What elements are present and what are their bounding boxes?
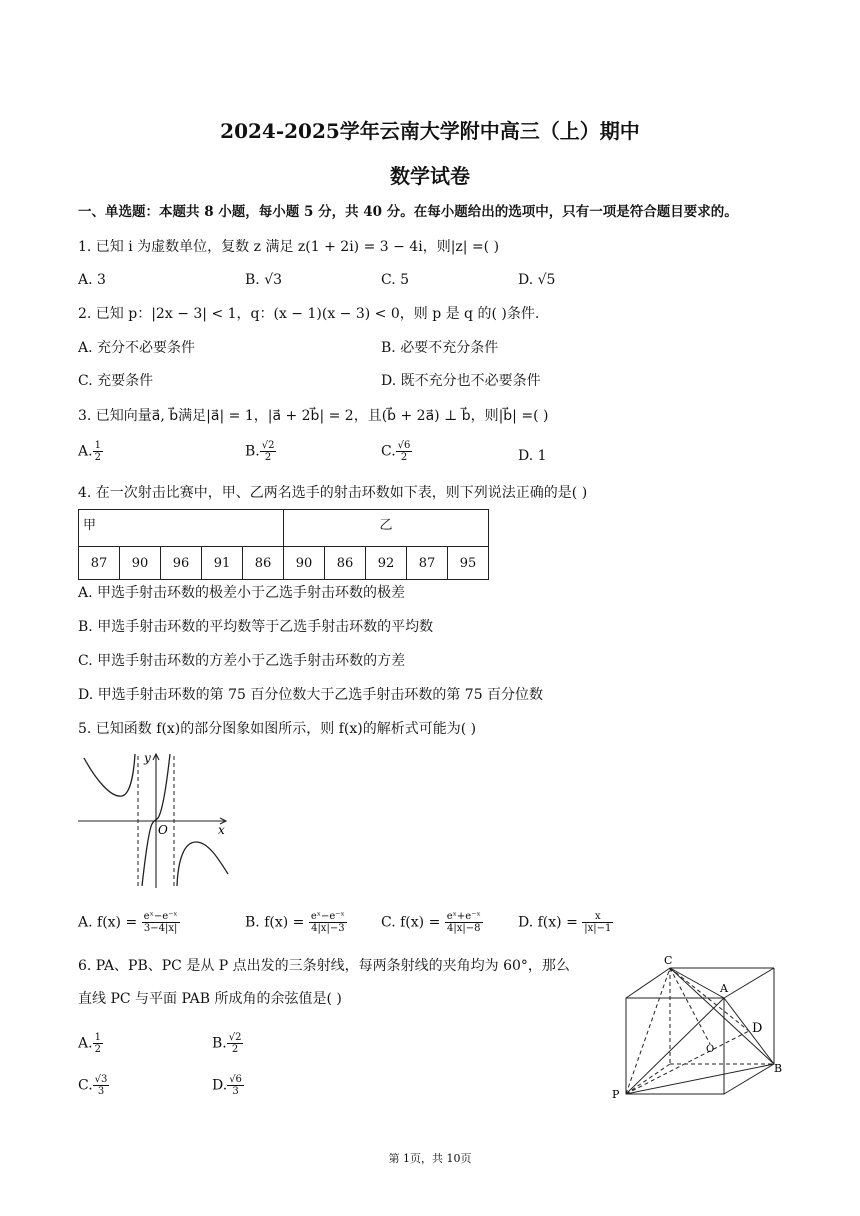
question-6-line-1: 6. PA、PB、PC 是从 P 点出发的三条射线，每两条射线的夹角均为 60°，那么 xyxy=(78,958,570,974)
q3-option-c xyxy=(381,440,412,463)
curve-left-branch xyxy=(84,754,135,796)
q3-option-b xyxy=(245,440,276,463)
question-1: 1. 已知 i 为虚数单位，复数 z 满足 z(1 + 2i) = 3 − 4i，则|z| =( ) xyxy=(78,239,500,255)
page-footer: 第 1页，共 10页 xyxy=(388,1152,472,1165)
denominator: 4|x|−8 xyxy=(447,923,481,934)
q6-option-c xyxy=(78,1074,109,1097)
vertex-label-A: A xyxy=(720,982,728,995)
q4-option-a: A. 甲选手射击环数的极差小于乙选手射击环数的极差 xyxy=(78,585,406,601)
question-3: 3. 已知向量a⃗, b⃗满足|a⃗| = 1，|a⃗ + 2b⃗| = 2，且(b⃗ + 2a⃗) ⊥ b⃗，则|b⃗| =( ) xyxy=(78,408,549,424)
fraction xyxy=(309,911,347,934)
denominator: 2 xyxy=(231,1044,239,1055)
table-header-row xyxy=(79,510,489,547)
fraction xyxy=(445,911,483,934)
function-graph xyxy=(76,750,234,890)
denominator: 2 xyxy=(94,452,101,463)
edge-PC xyxy=(626,968,670,1094)
numerator: √2 xyxy=(228,1032,242,1043)
q6-option-a xyxy=(78,1032,103,1055)
fraction xyxy=(93,440,103,463)
q2-option-a: A. 充分不必要条件 xyxy=(78,340,196,356)
numerator: √6 xyxy=(397,440,411,451)
numerator: √2 xyxy=(261,440,275,451)
q5-option-a xyxy=(78,911,180,934)
fraction xyxy=(93,1032,103,1055)
table-cell: 90 xyxy=(120,547,161,580)
q1-option-b: B. √3 xyxy=(245,272,283,288)
fraction xyxy=(227,1032,244,1055)
exam-title: 2024-2025学年云南大学附中高三（上）期中 xyxy=(220,119,640,143)
vertex-label-B: B xyxy=(774,1062,783,1075)
option-label: C. f(x) = xyxy=(381,914,441,931)
q2-option-b: B. 必要不充分条件 xyxy=(381,340,499,356)
numerator: eˣ+e⁻ˣ xyxy=(446,911,481,922)
option-label: B. f(x) = xyxy=(245,914,305,931)
numerator: √3 xyxy=(94,1074,108,1085)
q5-option-b xyxy=(245,911,347,934)
q4-option-b: B. 甲选手射击环数的平均数等于乙选手射击环数的平均数 xyxy=(78,619,434,635)
denominator: 4|x|−3 xyxy=(311,923,345,934)
table-cell: 90 xyxy=(284,547,325,580)
table-cell: 86 xyxy=(243,547,284,580)
option-label: B. xyxy=(245,443,260,460)
question-5: 5. 已知函数 f(x)的部分图象如图所示，则 f(x)的解析式可能为( ) xyxy=(78,721,477,737)
q1-option-d: D. √5 xyxy=(518,272,556,288)
numerator: 1 xyxy=(94,1032,101,1043)
q6-option-d xyxy=(212,1074,244,1097)
q1-option-c: C. 5 xyxy=(381,272,410,288)
y-axis-label: y xyxy=(144,751,151,765)
table-cell: 87 xyxy=(79,547,120,580)
table-cell: 95 xyxy=(448,547,489,580)
table-cell: 91 xyxy=(202,547,243,580)
table-header-yi: 乙 xyxy=(284,510,489,547)
section-heading: 一、单选题：本题共 8 小题，每小题 5 分，共 40 分。在每小题给出的选项中，只有一项是符合题目要求的。 xyxy=(78,204,738,220)
numerator: x xyxy=(582,911,613,923)
cube-edge-tl xyxy=(626,968,670,998)
question-6-line-2: 直线 PC 与平面 PAB 所成角的余弦值是( ) xyxy=(78,991,342,1007)
fraction xyxy=(227,1074,244,1097)
x-axis-label: x xyxy=(218,823,225,837)
fraction xyxy=(142,911,180,934)
point-label-O: O xyxy=(706,1044,715,1055)
table-header-jia: 甲 xyxy=(79,510,284,547)
denominator: 2 xyxy=(400,452,408,463)
fraction xyxy=(582,911,613,934)
point-label-D: D xyxy=(752,1021,763,1036)
q4-option-c: C. 甲选手射击环数的方差小于乙选手射击环数的方差 xyxy=(78,653,406,669)
numerator: eˣ−e⁻ˣ xyxy=(143,911,178,922)
option-label: C. xyxy=(381,443,396,460)
q5-option-c xyxy=(381,911,483,934)
numerator: eˣ−e⁻ˣ xyxy=(310,911,345,922)
curve-right-branch xyxy=(177,842,228,886)
numerator: √6 xyxy=(229,1074,242,1085)
q4-option-d: D. 甲选手射击环数的第 75 百分位数大于乙选手射击环数的第 75 百分位数 xyxy=(78,687,544,703)
option-label: D. f(x) = xyxy=(518,914,578,931)
table-cell: 86 xyxy=(325,547,366,580)
fraction xyxy=(260,440,277,463)
table-cell: 92 xyxy=(366,547,407,580)
option-label: D. xyxy=(212,1077,228,1094)
q1-option-a: A. 3 xyxy=(78,272,106,288)
option-label: A. xyxy=(78,443,93,460)
option-value: 1 xyxy=(537,448,547,464)
table-cell: 96 xyxy=(161,547,202,580)
q6-option-b xyxy=(212,1032,243,1055)
shooting-score-table xyxy=(78,509,489,580)
denominator: 2 xyxy=(94,1044,101,1055)
denominator: |x|−1 xyxy=(584,923,612,934)
cube-figure xyxy=(606,952,790,1100)
exam-subtitle: 数学试卷 xyxy=(390,164,470,188)
edge-PB xyxy=(626,1064,774,1094)
origin-label: O xyxy=(158,823,168,837)
fraction xyxy=(93,1074,110,1097)
option-label: C. xyxy=(78,1077,93,1094)
option-label: A. xyxy=(78,1035,93,1052)
vertex-label-P: P xyxy=(612,1088,620,1100)
q3-option-d xyxy=(518,447,547,465)
option-label: B. xyxy=(212,1035,227,1052)
denominator: 3 xyxy=(97,1086,105,1097)
vertex-label-C: C xyxy=(664,954,673,967)
option-label: A. f(x) = xyxy=(78,914,138,931)
q3-option-a xyxy=(78,440,103,463)
numerator: 1 xyxy=(94,440,101,451)
cube-edge-br xyxy=(724,1064,774,1094)
question-2: 2. 已知 p：|2x − 3| < 1，q：(x − 1)(x − 3) < 0，则 p 是 q 的( )条件. xyxy=(78,306,540,322)
q2-option-c: C. 充要条件 xyxy=(78,373,154,389)
segment-CD xyxy=(670,968,749,1031)
denominator: 3 xyxy=(232,1086,239,1097)
cube-edge-tr xyxy=(724,968,774,998)
denominator: 2 xyxy=(264,452,272,463)
q5-option-d xyxy=(518,911,613,934)
fraction xyxy=(396,440,413,463)
question-4: 4. 在一次射击比赛中，甲、乙两名选手的射击环数如下表，则下列说法正确的是( ) xyxy=(78,485,588,501)
table-row xyxy=(79,547,489,580)
denominator: 3−4|x| xyxy=(143,923,178,934)
option-label: D. xyxy=(518,448,534,464)
q2-option-d: D. 既不充分也不必要条件 xyxy=(381,373,541,389)
table-cell: 87 xyxy=(407,547,448,580)
